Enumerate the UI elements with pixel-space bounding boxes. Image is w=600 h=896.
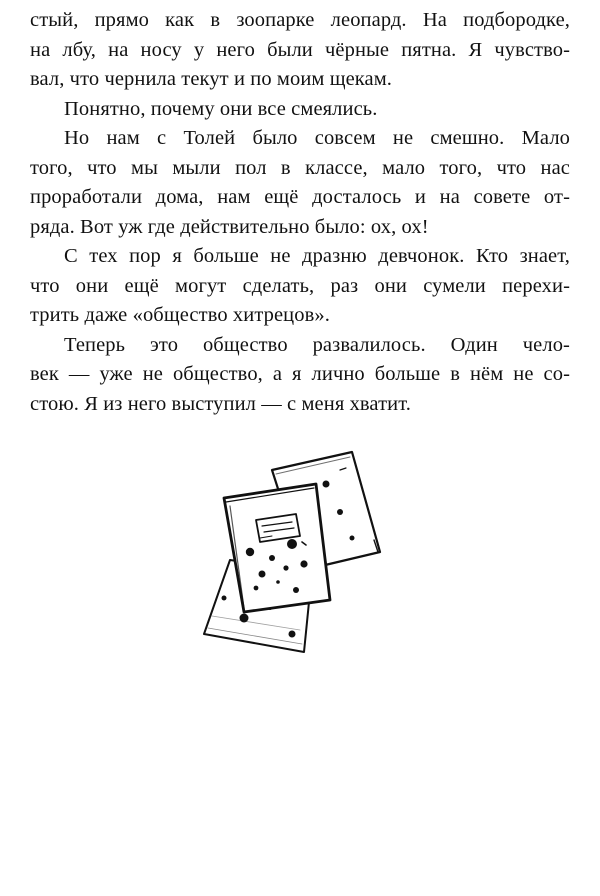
text-line: стый, прямо как в зоопарке леопард. На подбородке, (30, 9, 570, 31)
text-line: век — уже не общество, а я лично больше в нём не со- (30, 363, 570, 385)
text-line: С тех пор я больше не дразню девчонок. Кто знает, (64, 245, 570, 267)
text-line: Теперь это общество развалилось. Один чело- (64, 333, 570, 356)
paragraph-3 (30, 124, 570, 242)
paragraph-1 (30, 6, 570, 95)
text-line: на лбу, на носу у него были чёрные пятна. Я чувство- (30, 38, 570, 61)
text-line: трить даже «общество хитрецов». (30, 304, 330, 326)
paragraph-5 (30, 331, 570, 420)
ink-blotted-notebooks-illustration (200, 440, 400, 670)
text-line: вал, что чернила текут и по моим щекам. (30, 68, 393, 90)
text-line: что они ещё могут сделать, раз они сумели перехи- (30, 274, 570, 297)
paragraph-4 (30, 242, 570, 331)
book-page-text (30, 6, 570, 419)
text-line: Понятно, почему они все смеялись. (64, 97, 378, 120)
text-line: стою. Я из него выступил — с меня хватит. (30, 392, 411, 415)
text-line: ряда. Вот уж где действительно было: ох, ох! (30, 215, 429, 238)
paragraph-2 (30, 95, 570, 125)
front-notebook (224, 484, 330, 612)
text-line: того, что мы мыли пол в классе, мало того, что нас (30, 156, 570, 179)
text-line: Но нам с Толей было совсем не смешно. Мало (64, 127, 570, 149)
text-line: проработали дома, нам ещё досталось и на совете от- (30, 186, 570, 208)
